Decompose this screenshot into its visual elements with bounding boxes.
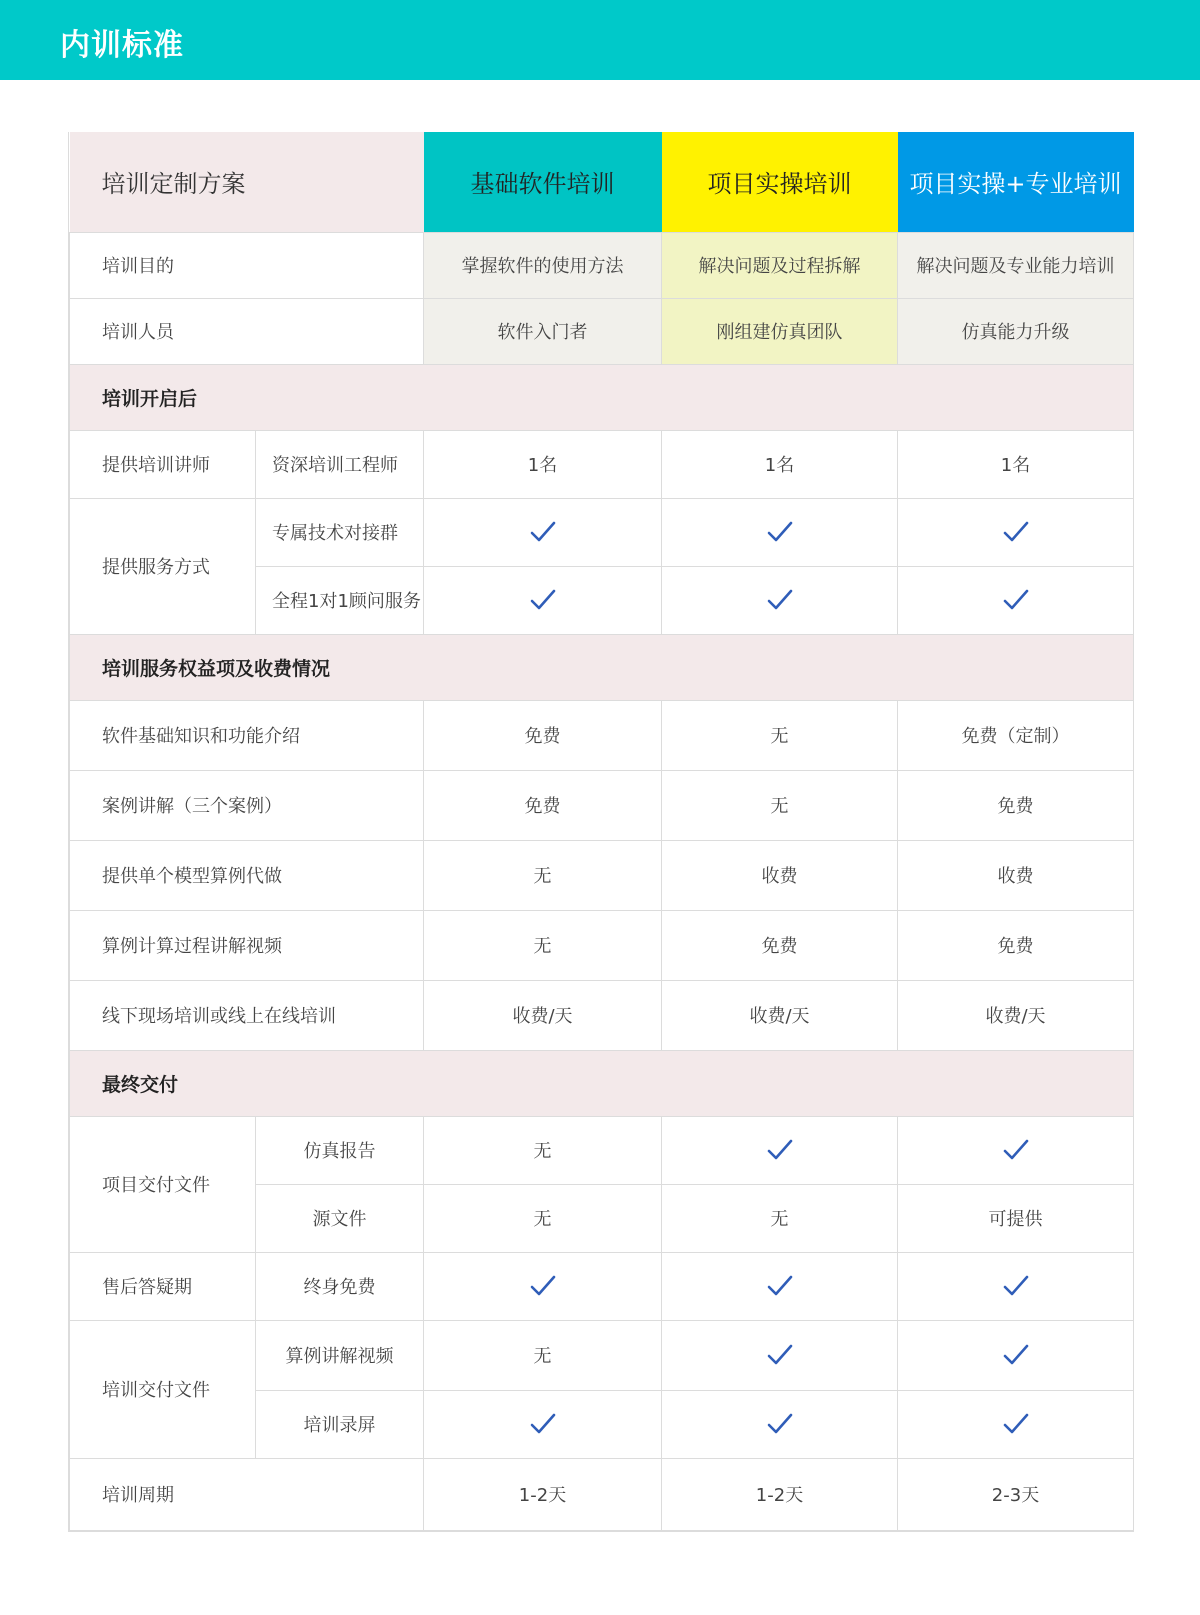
cell-value: 收费/天 — [662, 980, 898, 1050]
cell-value: 无 — [662, 770, 898, 840]
cell-value: 收费 — [662, 840, 898, 910]
cell-value: 解决问题及专业能力培训 — [898, 232, 1134, 298]
row-label: 售后答疑期 — [70, 1252, 256, 1320]
row-sub-label: 源文件 — [256, 1184, 424, 1252]
section-title: 培训开启后 — [70, 364, 1134, 430]
cell-value — [898, 566, 1134, 634]
cell-value — [662, 566, 898, 634]
check-icon — [766, 1272, 794, 1300]
table-row — [70, 1320, 1134, 1390]
row-sub-label: 资深培训工程师 — [256, 430, 424, 498]
cell-value: 1名 — [424, 430, 662, 498]
section-delivery — [70, 1050, 1134, 1116]
top-banner — [0, 0, 1200, 80]
row-label: 软件基础知识和功能介绍 — [70, 700, 424, 770]
plan-header-project: 项目实操培训 — [662, 132, 898, 232]
plan-header-basic: 基础软件培训 — [424, 132, 662, 232]
cell-value — [424, 566, 662, 634]
check-icon — [1002, 1136, 1030, 1164]
table-row — [70, 910, 1134, 980]
row-sub-label: 仿真报告 — [256, 1116, 424, 1184]
row-label: 培训目的 — [70, 232, 424, 298]
cell-value — [898, 1252, 1134, 1320]
cell-value: 无 — [424, 1184, 662, 1252]
cell-value: 无 — [424, 910, 662, 980]
table-row — [70, 430, 1134, 498]
row-sub-label: 终身免费 — [256, 1252, 424, 1320]
row-label: 项目交付文件 — [70, 1116, 256, 1252]
check-icon — [529, 518, 557, 546]
row-label: 线下现场培训或线上在线培训 — [70, 980, 424, 1050]
page-title: 内训标准 — [60, 28, 184, 63]
check-icon — [766, 1136, 794, 1164]
cell-value: 免费 — [662, 910, 898, 980]
cell-value: 可提供 — [898, 1184, 1134, 1252]
cell-value — [898, 498, 1134, 566]
table-row — [70, 1252, 1134, 1320]
row-label: 培训周期 — [70, 1458, 424, 1530]
section-after-start — [70, 364, 1134, 430]
row-label: 提供服务方式 — [70, 498, 256, 634]
cell-value — [424, 1252, 662, 1320]
cell-value — [424, 498, 662, 566]
row-sub-label: 培训录屏 — [256, 1390, 424, 1458]
check-icon — [529, 1272, 557, 1300]
row-sub-label: 全程1对1顾问服务 — [256, 566, 424, 634]
table-row — [70, 980, 1134, 1050]
row-label: 提供单个模型算例代做 — [70, 840, 424, 910]
check-icon — [529, 586, 557, 614]
table-row — [70, 700, 1134, 770]
row-label: 提供培训讲师 — [70, 430, 256, 498]
cell-value: 2-3天 — [898, 1458, 1134, 1530]
cell-value: 收费/天 — [898, 980, 1134, 1050]
cell-value: 收费 — [898, 840, 1134, 910]
cell-value: 刚组建仿真团队 — [662, 298, 898, 364]
table-row — [70, 840, 1134, 910]
row-label: 案例讲解（三个案例） — [70, 770, 424, 840]
row-label: 算例计算过程讲解视频 — [70, 910, 424, 980]
cell-value: 无 — [662, 1184, 898, 1252]
table-row — [70, 498, 1134, 566]
cell-value — [898, 1320, 1134, 1390]
check-icon — [766, 1341, 794, 1369]
cell-value: 掌握软件的使用方法 — [424, 232, 662, 298]
plan-header-row — [70, 132, 1134, 232]
cell-value: 收费/天 — [424, 980, 662, 1050]
row-sub-label: 算例讲解视频 — [256, 1320, 424, 1390]
check-icon — [1002, 586, 1030, 614]
plan-header-label: 培训定制方案 — [70, 132, 424, 232]
table-row — [70, 1458, 1134, 1530]
plan-header-project-pro: 项目实操+专业培训 — [898, 132, 1134, 232]
cell-value: 无 — [424, 1116, 662, 1184]
cell-value: 1-2天 — [424, 1458, 662, 1530]
cell-value: 免费 — [424, 770, 662, 840]
table-row — [70, 1116, 1134, 1184]
cell-value: 仿真能力升级 — [898, 298, 1134, 364]
row-label: 培训交付文件 — [70, 1320, 256, 1458]
check-icon — [529, 1410, 557, 1438]
cell-value: 1名 — [662, 430, 898, 498]
table-row — [70, 770, 1134, 840]
training-standard-table — [68, 132, 1134, 1532]
check-icon — [1002, 1341, 1030, 1369]
cell-value — [898, 1390, 1134, 1458]
cell-value: 解决问题及过程拆解 — [662, 232, 898, 298]
cell-value: 1-2天 — [662, 1458, 898, 1530]
section-title: 培训服务权益项及收费情况 — [70, 634, 1134, 700]
cell-value: 无 — [424, 1320, 662, 1390]
row-sub-label: 专属技术对接群 — [256, 498, 424, 566]
cell-value: 无 — [662, 700, 898, 770]
cell-value: 免费（定制） — [898, 700, 1134, 770]
cell-value — [662, 498, 898, 566]
check-icon — [766, 1410, 794, 1438]
cell-value — [662, 1116, 898, 1184]
check-icon — [1002, 1410, 1030, 1438]
cell-value — [662, 1390, 898, 1458]
cell-value: 软件入门者 — [424, 298, 662, 364]
cell-value: 无 — [424, 840, 662, 910]
check-icon — [766, 518, 794, 546]
cell-value — [424, 1390, 662, 1458]
cell-value: 免费 — [898, 910, 1134, 980]
check-icon — [1002, 518, 1030, 546]
cell-value — [898, 1116, 1134, 1184]
cell-value: 免费 — [898, 770, 1134, 840]
info-row-purpose — [70, 232, 1134, 298]
row-label: 培训人员 — [70, 298, 424, 364]
cell-value: 免费 — [424, 700, 662, 770]
info-row-audience — [70, 298, 1134, 364]
check-icon — [766, 586, 794, 614]
section-rights — [70, 634, 1134, 700]
cell-value — [662, 1252, 898, 1320]
cell-value — [662, 1320, 898, 1390]
section-title: 最终交付 — [70, 1050, 1134, 1116]
cell-value: 1名 — [898, 430, 1134, 498]
check-icon — [1002, 1272, 1030, 1300]
